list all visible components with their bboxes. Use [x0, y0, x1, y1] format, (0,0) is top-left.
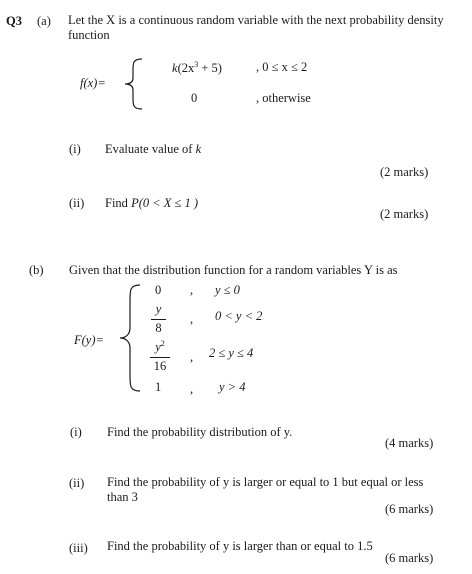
distribution-case1-condition: y ≤ 0 [215, 283, 240, 297]
part-b-i-marks: (4 marks) [385, 436, 434, 450]
density-case1-condition: , 0 ≤ x ≤ 2 [256, 60, 308, 74]
distribution-case4-condition: y > 4 [219, 380, 246, 394]
distribution-case3-expr: $\frac{y^2}{16}$ [150, 339, 170, 374]
part-a-label: (a) [37, 14, 51, 28]
left-brace-b [118, 284, 142, 392]
part-a-intro-line1: Let the X is a continuous random variable with the next probability density [68, 13, 444, 27]
part-b-i-text: Find the probability distribution of y. [107, 425, 293, 439]
distribution-case1-expr: 0 [155, 283, 162, 297]
part-a-i-label: (i) [69, 142, 81, 156]
distribution-case4-expr: 1 [155, 380, 162, 394]
distribution-case3-condition: 2 ≤ y ≤ 4 [209, 346, 254, 360]
fx-label: f(x)= [80, 76, 106, 90]
part-b-ii-marks: (6 marks) [385, 502, 434, 516]
part-b-iii-marks: (6 marks) [385, 551, 434, 565]
distribution-case4-comma: , [190, 382, 194, 396]
part-b-ii-text-line2: than 3 [107, 490, 138, 504]
density-case1-expr: $k(2x^3 + 5)$ [172, 60, 222, 76]
part-b-ii-label: (ii) [69, 476, 85, 490]
density-case2-expr: 0 [191, 91, 198, 105]
question-number: Q3 [6, 14, 22, 28]
part-a-ii-text: Find P(0 < X ≤ 1 ) [105, 196, 199, 210]
distribution-case2-condition: 0 < y < 2 [215, 309, 263, 323]
part-b-iii-label: (iii) [69, 541, 88, 555]
part-b-label: (b) [29, 263, 44, 277]
part-b-intro: Given that the distribution function for a random variables Y is as [69, 263, 398, 277]
part-a-ii-marks: (2 marks) [380, 207, 429, 221]
distribution-case1-comma: , [190, 283, 194, 297]
part-b-ii-text-line1: Find the probability of y is larger or equal to 1 but equal or less [107, 475, 424, 489]
part-b-iii-text: Find the probability of y is larger than or equal to 1.5 [107, 539, 373, 553]
distribution-case3-comma: , [190, 350, 194, 364]
left-brace-a [122, 58, 144, 110]
fy-label: F(y)= [74, 333, 104, 347]
distribution-case2-comma: , [190, 312, 194, 326]
part-a-intro-line2: function [68, 28, 110, 42]
part-a-ii-label: (ii) [69, 196, 85, 210]
part-a-i-text: Evaluate value of k [105, 142, 202, 156]
part-a-i-marks: (2 marks) [380, 165, 429, 179]
part-b-i-label: (i) [70, 425, 82, 439]
distribution-case2-expr: $\frac{y}{8}$ [151, 302, 166, 336]
density-case2-condition: , otherwise [256, 91, 311, 105]
